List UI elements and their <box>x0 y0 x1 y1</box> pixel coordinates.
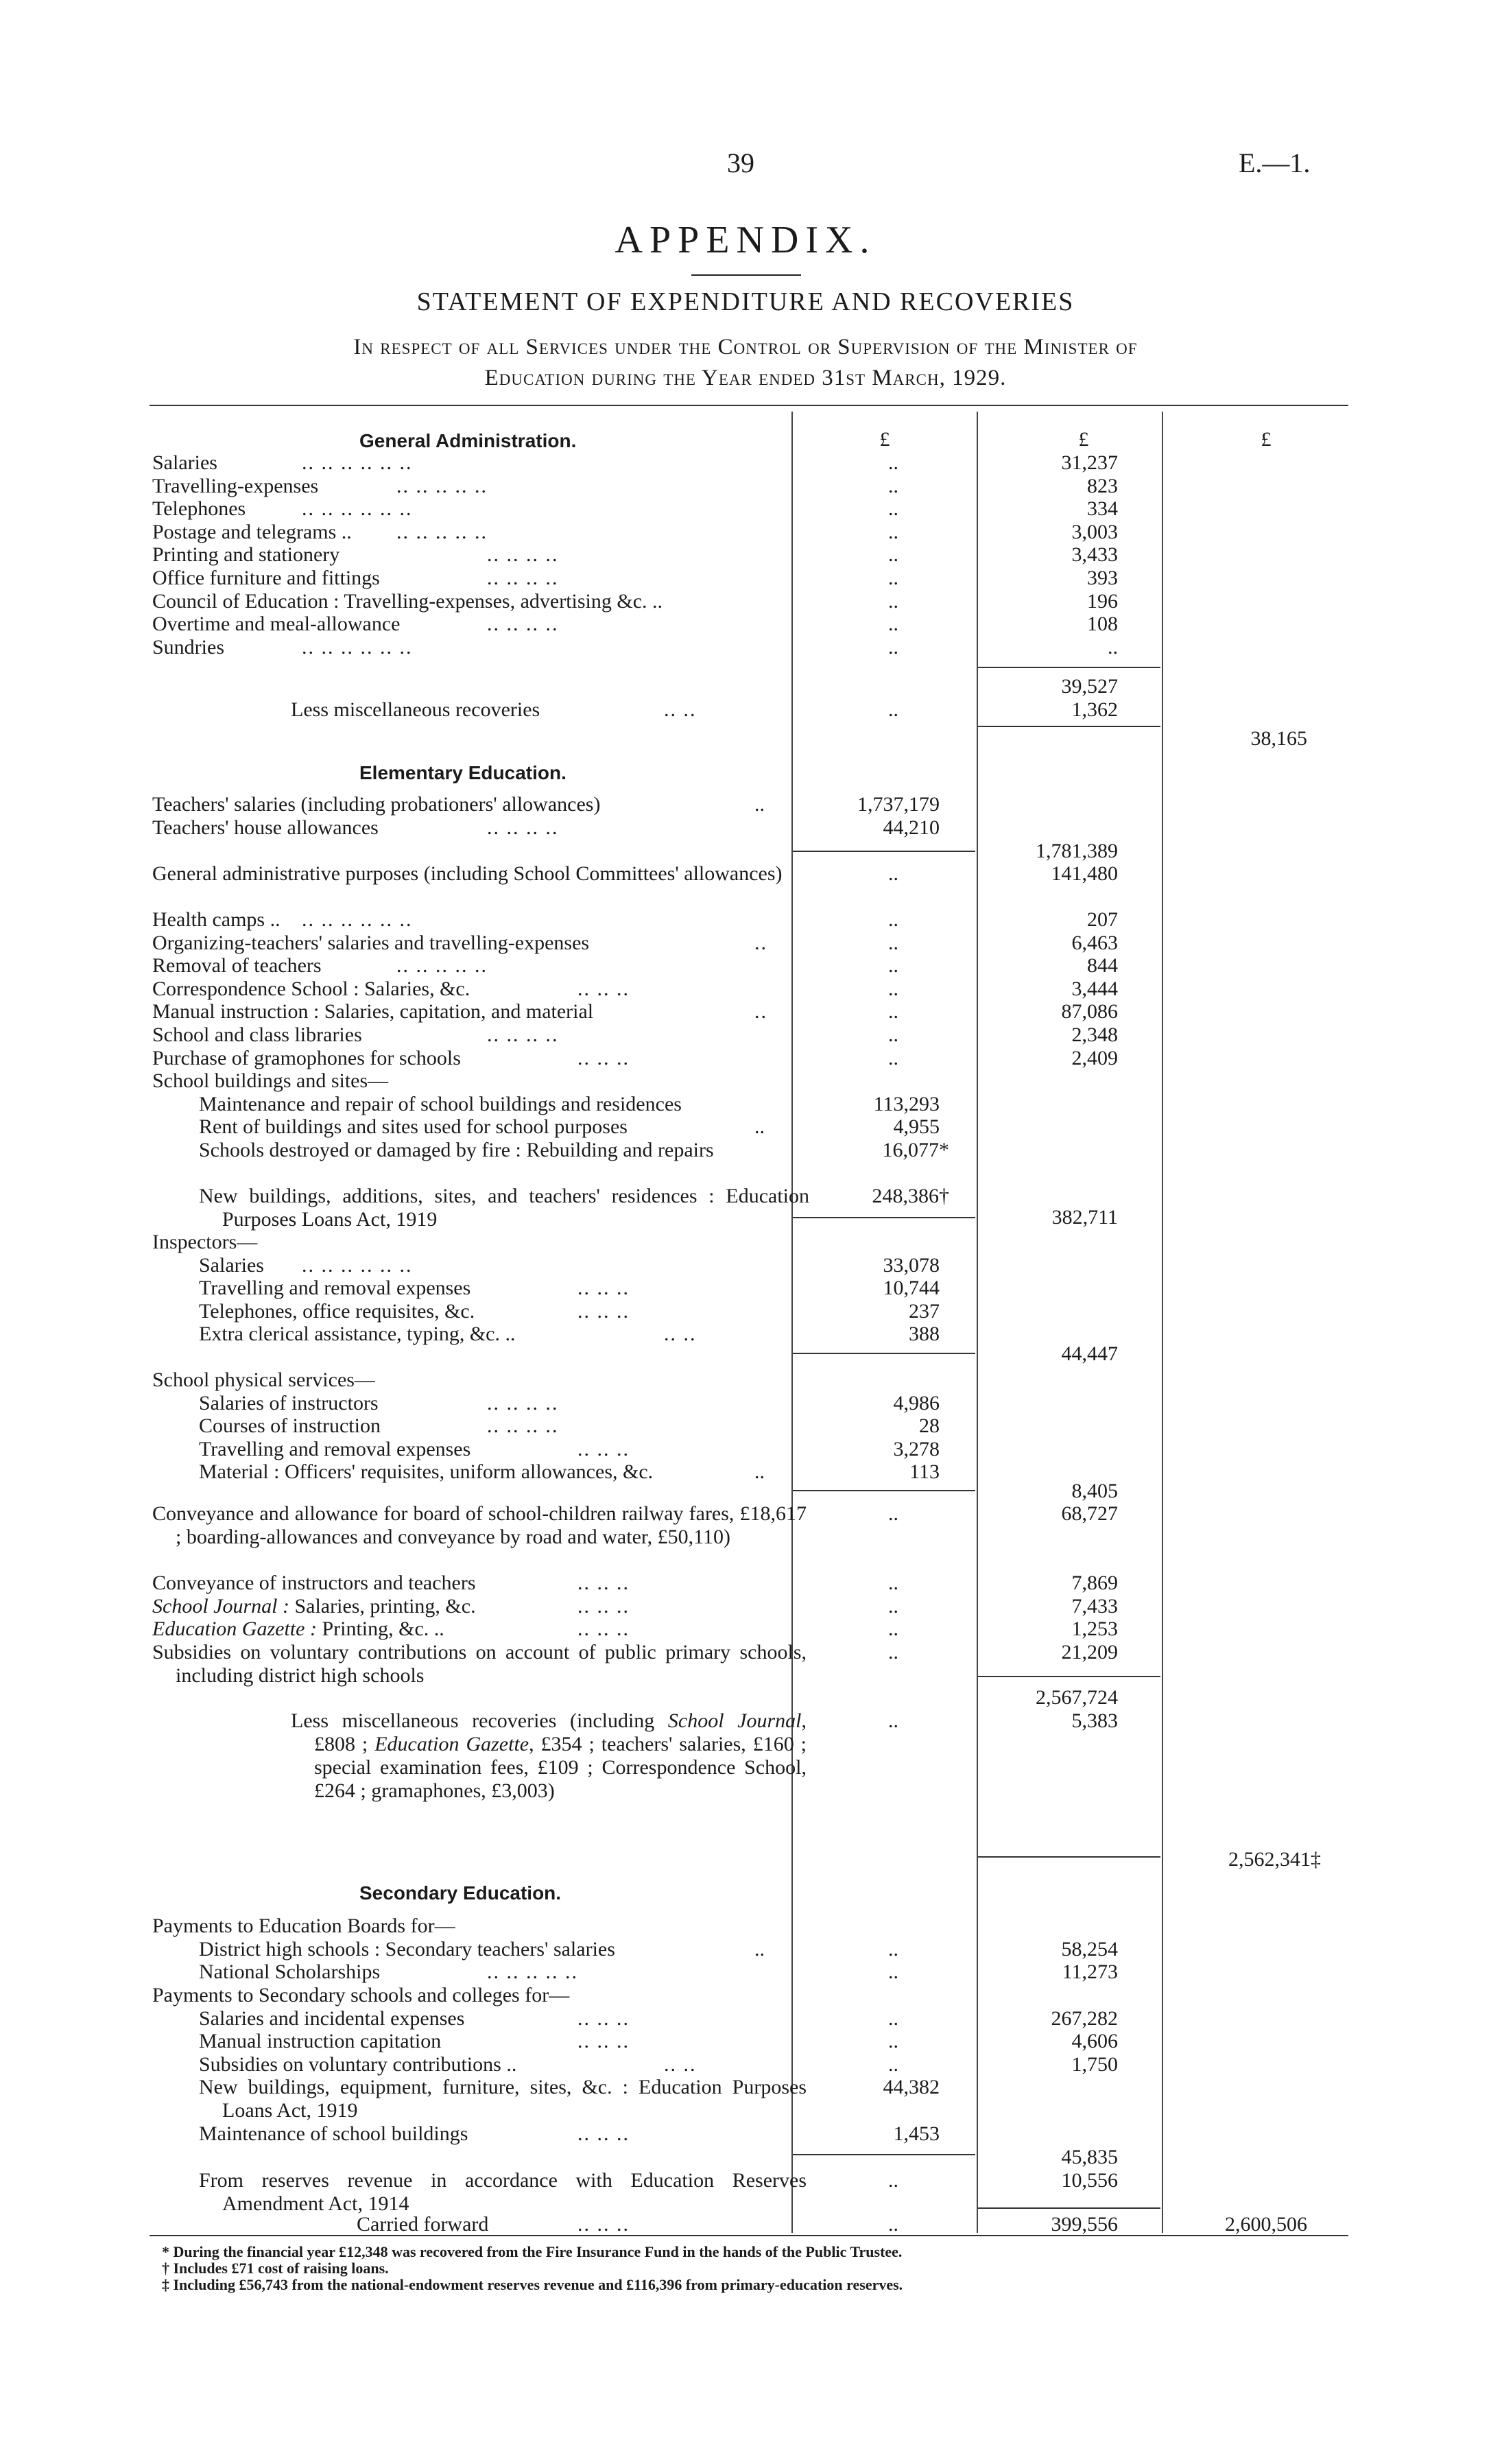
general-admin-purposes-label: General administrative purposes (including School Committees' allowances) <box>152 862 783 885</box>
general-less-col1: .. <box>888 698 898 721</box>
inspectors-heading: Inspectors— <box>152 1231 258 1253</box>
elementary-net-rule <box>978 1856 1160 1858</box>
table-bottom-rule <box>150 2235 1348 2236</box>
footnote-dagger: † Includes £71 cost of raising loans. <box>162 2260 389 2277</box>
general-less-value: 1,362 <box>1071 698 1118 721</box>
buildings-fire-label: Schools destroyed or damaged by fire : Rebuilding and repairs <box>199 1139 714 1161</box>
secondary-buildings-rule <box>793 2154 975 2155</box>
secondary-heading: Secondary Education. <box>359 1882 562 1904</box>
teachers-salaries-value: 1,737,179 <box>857 793 940 816</box>
general-admin-purposes-col1: .. <box>888 862 898 885</box>
secondary-maintenance-dots: .. .. .. <box>577 2122 630 2145</box>
subtitle-line-1: In respect of all Services under the Control or Supervision of the Minister of <box>353 335 1138 359</box>
elementary-net-total: 2,562,341‡ <box>1228 1848 1321 1871</box>
teachers-total: 1,781,389 <box>1036 840 1118 862</box>
elementary-subtotal-rule <box>978 1676 1160 1677</box>
elementary-heading: Elementary Education. <box>359 762 566 783</box>
secondary-maintenance-label: Maintenance of school buildings <box>199 2122 468 2145</box>
subtitle-line-2: Education during the Year ended 31st March, 1929. <box>484 366 1007 390</box>
column-divider-3 <box>1162 412 1163 2233</box>
general-net-rule <box>978 726 1160 727</box>
buildings-total: 382,711 <box>1051 1206 1118 1229</box>
carried-col1: .. <box>888 2213 898 2236</box>
page-number: 39 <box>727 147 754 178</box>
carried-dots: .. .. .. <box>577 2213 630 2236</box>
conveyance-col1: .. <box>888 1502 898 1525</box>
house-allowances-value: 44,210 <box>883 816 940 839</box>
house-allowances-dots: .. .. .. .. <box>487 816 559 839</box>
schools-heading: Payments to Secondary schools and colleges for— <box>152 1984 570 2006</box>
reserves-col1: .. <box>888 2169 898 2192</box>
secondary-maintenance-value: 1,453 <box>893 2122 940 2145</box>
buildings-rent-label: Rent of buildings and sites used for school purposes <box>199 1115 628 1138</box>
elementary-less-value: 5,383 <box>1071 1709 1118 1732</box>
boards-heading: Payments to Education Boards for— <box>152 1915 455 1937</box>
conveyance-value: 68,727 <box>1061 1502 1118 1525</box>
elementary-less-label: Less miscellaneous recoveries (including School Journal, £808 ; Education Gazette, £354 ; teachers' salaries, £160 ; special examination fees, £109 ; Correspondence School, £264 ; gramaphones, £3,003) <box>291 1709 807 1802</box>
general-subtotal-rule <box>978 667 1160 668</box>
carried-col2: 399,556 <box>1051 2213 1118 2236</box>
buildings-rent-value: 4,955 <box>893 1115 940 1138</box>
reserves-value: 10,556 <box>1061 2169 1118 2192</box>
secondary-new-buildings-value: 44,382 <box>883 2076 940 2098</box>
buildings-subtotal-rule <box>793 1217 975 1218</box>
general-admin-purposes-value: 141,480 <box>1051 862 1118 885</box>
house-allowances-label: Teachers' house allowances <box>152 816 379 839</box>
statement-title: STATEMENT OF EXPENDITURE AND RECOVERIES <box>416 287 1075 316</box>
secondary-new-buildings-label: New buildings, equipment, furniture, sites, &c. : Education Purposes Loans Act, 1919 <box>199 2076 807 2122</box>
teachers-salaries-dots: .. <box>754 793 765 816</box>
general-less-dots: .. .. <box>664 698 697 721</box>
col1-currency: £ <box>879 428 890 451</box>
subsidies-col1: .. <box>888 1641 898 1663</box>
teachers-salaries-label: Teachers' salaries (including probationers' allowances) <box>152 793 601 816</box>
buildings-fire-value: 16,077* <box>882 1139 949 1161</box>
carried-label: Carried forward <box>357 2213 489 2236</box>
carried-rule <box>978 2207 1160 2209</box>
buildings-maintenance-label: Maintenance and repair of school buildings and residences <box>199 1093 682 1115</box>
elementary-subtotal: 2,567,724 <box>1036 1686 1118 1709</box>
inspectors-total: 44,447 <box>1061 1342 1118 1365</box>
general-heading: General Administration. <box>359 430 577 451</box>
buildings-new-value: 248,386† <box>872 1185 949 1207</box>
buildings-maintenance-value: 113,293 <box>873 1093 940 1115</box>
physical-heading: School physical services— <box>152 1369 375 1391</box>
title-underline <box>691 274 801 276</box>
general-less-label: Less miscellaneous recoveries <box>291 698 540 721</box>
table-top-rule <box>150 405 1348 406</box>
col2-currency: £ <box>1078 428 1089 451</box>
buildings-heading: School buildings and sites— <box>152 1069 389 1092</box>
inspectors-subtotal-rule <box>793 1353 975 1354</box>
col3-currency: £ <box>1261 428 1272 451</box>
column-divider-1 <box>791 412 793 2233</box>
carried-col3: 2,600,506 <box>1225 2213 1307 2236</box>
physical-total: 8,405 <box>1071 1480 1118 1502</box>
secondary-buildings-total: 45,835 <box>1061 2146 1118 2168</box>
teachers-subtotal-rule <box>793 851 975 852</box>
general-subtotal: 39,527 <box>1061 675 1118 698</box>
footnote-star: * During the financial year £12,348 was recovered from the Fire Insurance Fund in the hands of the Public Trustee. <box>162 2243 903 2260</box>
footnote-double-dagger: ‡ Including £56,743 from the national-endowment reserves revenue and £116,396 from primary-education reserves. <box>162 2276 903 2293</box>
subsidies-label: Subsidies on voluntary contributions on account of public primary schools, including district high schools <box>152 1641 807 1687</box>
document-code: E.—1. <box>1239 147 1311 178</box>
conveyance-label: Conveyance and allowance for board of school-children railway fares, £18,617 ; boarding-allowances and conveyance by road and water, £50,110) <box>152 1502 807 1548</box>
reserves-label: From reserves revenue in accordance with Education Reserves Amendment Act, 1914 <box>199 2169 807 2215</box>
column-divider-2 <box>977 412 978 2233</box>
buildings-new-label: New buildings, additions, sites, and teachers' residences : Education Purposes Loans Act, 1919 <box>199 1185 809 1231</box>
general-net-total: 38,165 <box>1250 727 1307 750</box>
elementary-less-col1: .. <box>888 1709 898 1732</box>
buildings-rent-dots: .. <box>754 1115 765 1138</box>
subsidies-value: 21,209 <box>1061 1641 1118 1663</box>
page-title: APPENDIX. <box>615 219 876 261</box>
physical-subtotal-rule <box>793 1490 975 1491</box>
